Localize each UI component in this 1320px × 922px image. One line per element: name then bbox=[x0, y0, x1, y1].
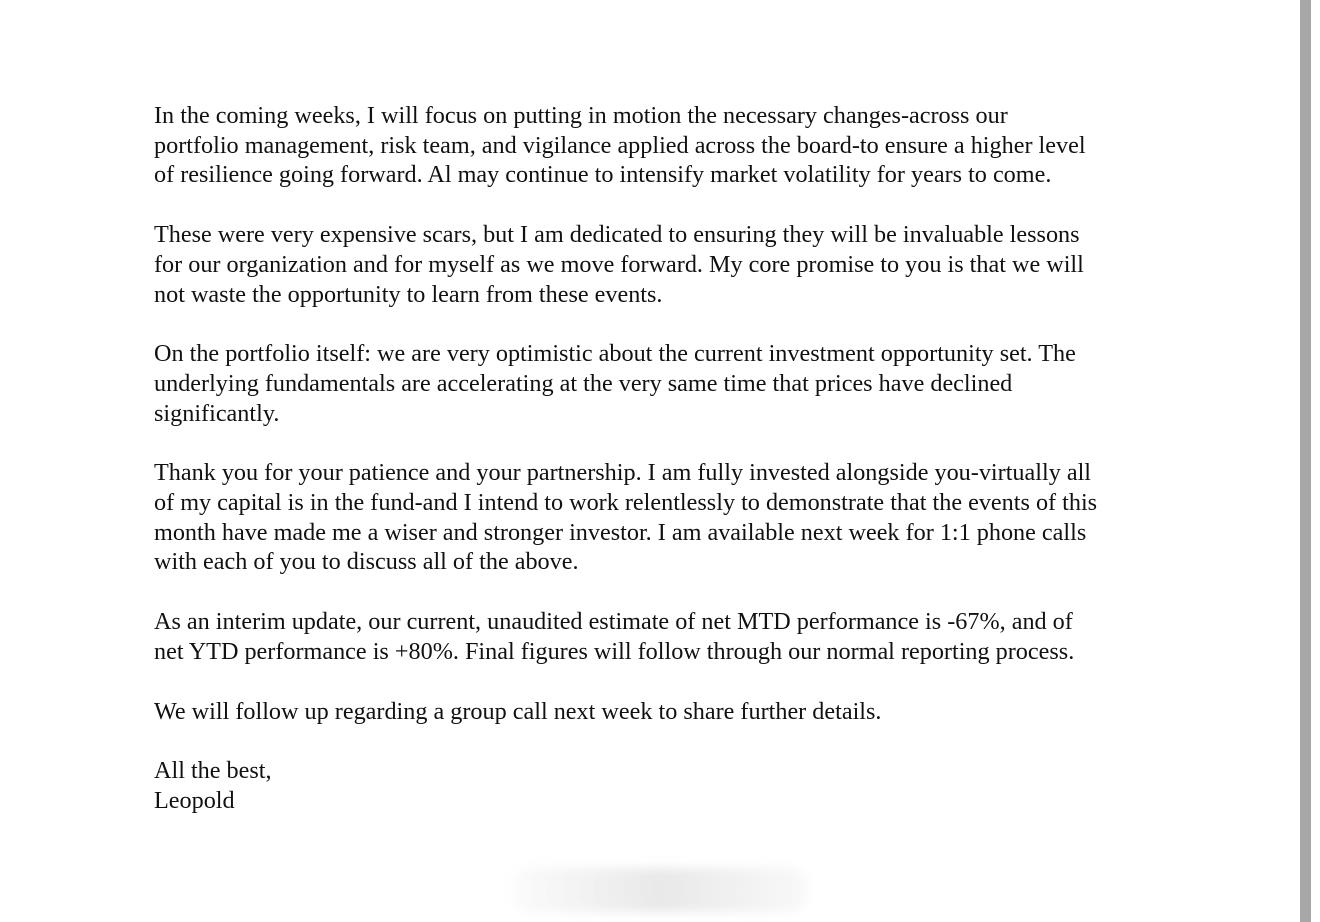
signature-name: Leopold bbox=[154, 786, 235, 814]
paragraph-performance-update: As an interim update, our current, unaudited estimate of net MTD performance is -67%, and of net YTD performance is +80%. Final figures will follow through our normal reporting process. bbox=[154, 608, 1075, 665]
right-scroll-edge bbox=[1300, 0, 1311, 922]
paragraph-expensive-scars: These were very expensive scars, but I am dedicated to ensuring they will be invaluable lessons for our organization and for myself as we move forward. My core promise to you is that we will not waste the opportunity to learn from these events. bbox=[154, 221, 1084, 308]
paragraph-group-call: We will follow up regarding a group call next week to share further details. bbox=[154, 697, 882, 725]
right-margin bbox=[1311, 0, 1320, 922]
paragraph-focus-changes: In the coming weeks, I will focus on putting in motion the necessary changes-across our portfolio management, risk team, and vigilance applied across the board-to ensure a higher level of resilience going forward. Al may continue to intensify market volatility for years to come. bbox=[154, 102, 1086, 189]
paragraph-partnership: Thank you for your patience and your partnership. I am fully invested alongside you-virtually all of my capital is in the fund-and I intend to work relentlessly to demonstrate that the events of this month have made me a wiser and stronger investor. I am available next week for 1:1 phone calls with each of you to discuss all of the above. bbox=[154, 459, 1098, 576]
paragraph-portfolio-outlook: On the portfolio itself: we are very optimistic about the current investment opportunity set. The underlying fundamentals are accelerating at the very same time that prices have declined significantly. bbox=[154, 340, 1076, 427]
letter-body bbox=[154, 101, 1184, 816]
closing-line: All the best, bbox=[154, 757, 272, 785]
closing-block bbox=[154, 756, 1184, 815]
blurred-watermark bbox=[512, 868, 807, 912]
